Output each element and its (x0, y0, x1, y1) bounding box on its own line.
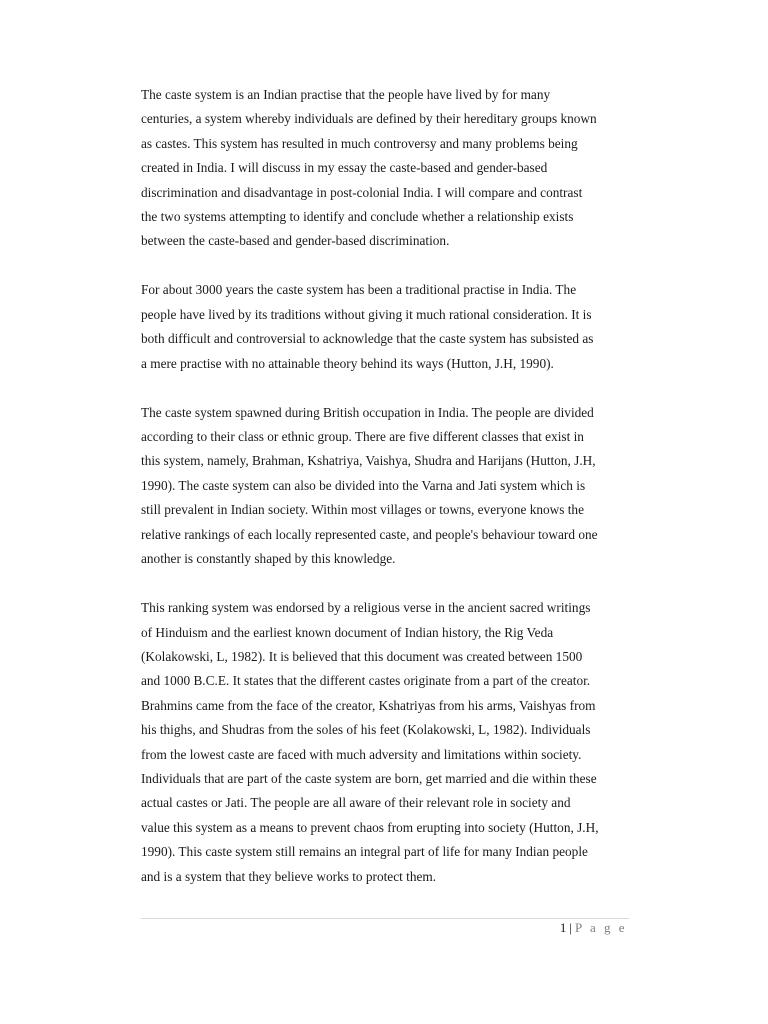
text-line: 1990). The caste system can also be divided into the Varna and Jati system which is (141, 477, 586, 493)
text-line: and is a system that they believe works to protect them. (141, 868, 437, 884)
text-line: still prevalent in Indian society. Within most villages or towns, everyone knows the (141, 502, 584, 518)
text-line: centuries, a system whereby individuals are defined by their hereditary groups known (141, 111, 597, 127)
text-line: the two systems attempting to identify and conclude whether a relationship exists (141, 209, 574, 225)
text-line: of Hinduism and the earliest known document of Indian history, the Rig Veda (141, 624, 554, 640)
text-line: discrimination and disadvantage in post-colonial India. I will compare and contrast (141, 184, 583, 200)
text-line: Brahmins came from the face of the creator, Kshatriyas from his arms, Vaishyas from (141, 697, 596, 713)
paragraph-4 (141, 596, 631, 889)
text-line: according to their class or ethnic group. There are five different classes that exist in (141, 429, 584, 445)
text-line: The caste system spawned during British occupation in India. The people are divided (141, 404, 594, 420)
text-line: 1990). This caste system still remains an integral part of life for many Indian people (141, 844, 588, 860)
paragraph-1 (141, 83, 631, 254)
page-label: P a g e (574, 920, 627, 935)
text-line: actual castes or Jati. The people are all aware of their relevant role in society and (141, 795, 571, 811)
text-line: created in India. I will discuss in my essay the caste-based and gender-based (141, 160, 548, 176)
text-line: Individuals that are part of the caste system are born, get married and die within these (141, 770, 597, 786)
text-line: this system, namely, Brahman, Kshatriya, Vaishya, Shudra and Harijans (Hutton, J.H, (141, 453, 596, 469)
page-number: 1 (559, 920, 567, 935)
footer-divider (141, 918, 629, 919)
text-line: (Kolakowski, L, 1982). It is believed that this document was created between 1500 (141, 648, 583, 664)
paragraph-2 (141, 278, 631, 376)
text-line: his thighs, and Shudras from the soles of his feet (Kolakowski, L, 1982). Individuals (141, 722, 591, 738)
text-line: value this system as a means to prevent chaos from erupting into society (Hutton, J.H, (141, 819, 599, 835)
text-line: relative rankings of each locally represented caste, and people's behaviour toward one (141, 526, 598, 542)
text-line: as castes. This system has resulted in much controversy and many problems being (141, 135, 578, 151)
page-footer (560, 919, 627, 937)
paragraph-3 (141, 401, 631, 572)
text-line: both difficult and controversial to acknowledge that the caste system has subsisted as (141, 331, 594, 347)
text-line: between the caste-based and gender-based discrimination. (141, 233, 450, 249)
text-line: from the lowest caste are faced with much adversity and limitations within society. (141, 746, 582, 762)
text-line: For about 3000 years the caste system has been a traditional practise in India. The (141, 282, 577, 298)
text-line: a mere practise with no attainable theory behind its ways (Hutton, J.H, 1990). (141, 355, 554, 371)
document-body (141, 83, 631, 914)
text-line: This ranking system was endorsed by a religious verse in the ancient sacred writings (141, 600, 591, 616)
text-line: another is constantly shaped by this knowledge. (141, 551, 396, 567)
text-line: people have lived by its traditions without giving it much rational consideration. It is (141, 306, 592, 322)
text-line: and 1000 B.C.E. It states that the different castes originate from a part of the creator. (141, 673, 591, 689)
text-line: The caste system is an Indian practise that the people have lived by for many (141, 87, 551, 102)
footer-separator: | (569, 920, 572, 935)
